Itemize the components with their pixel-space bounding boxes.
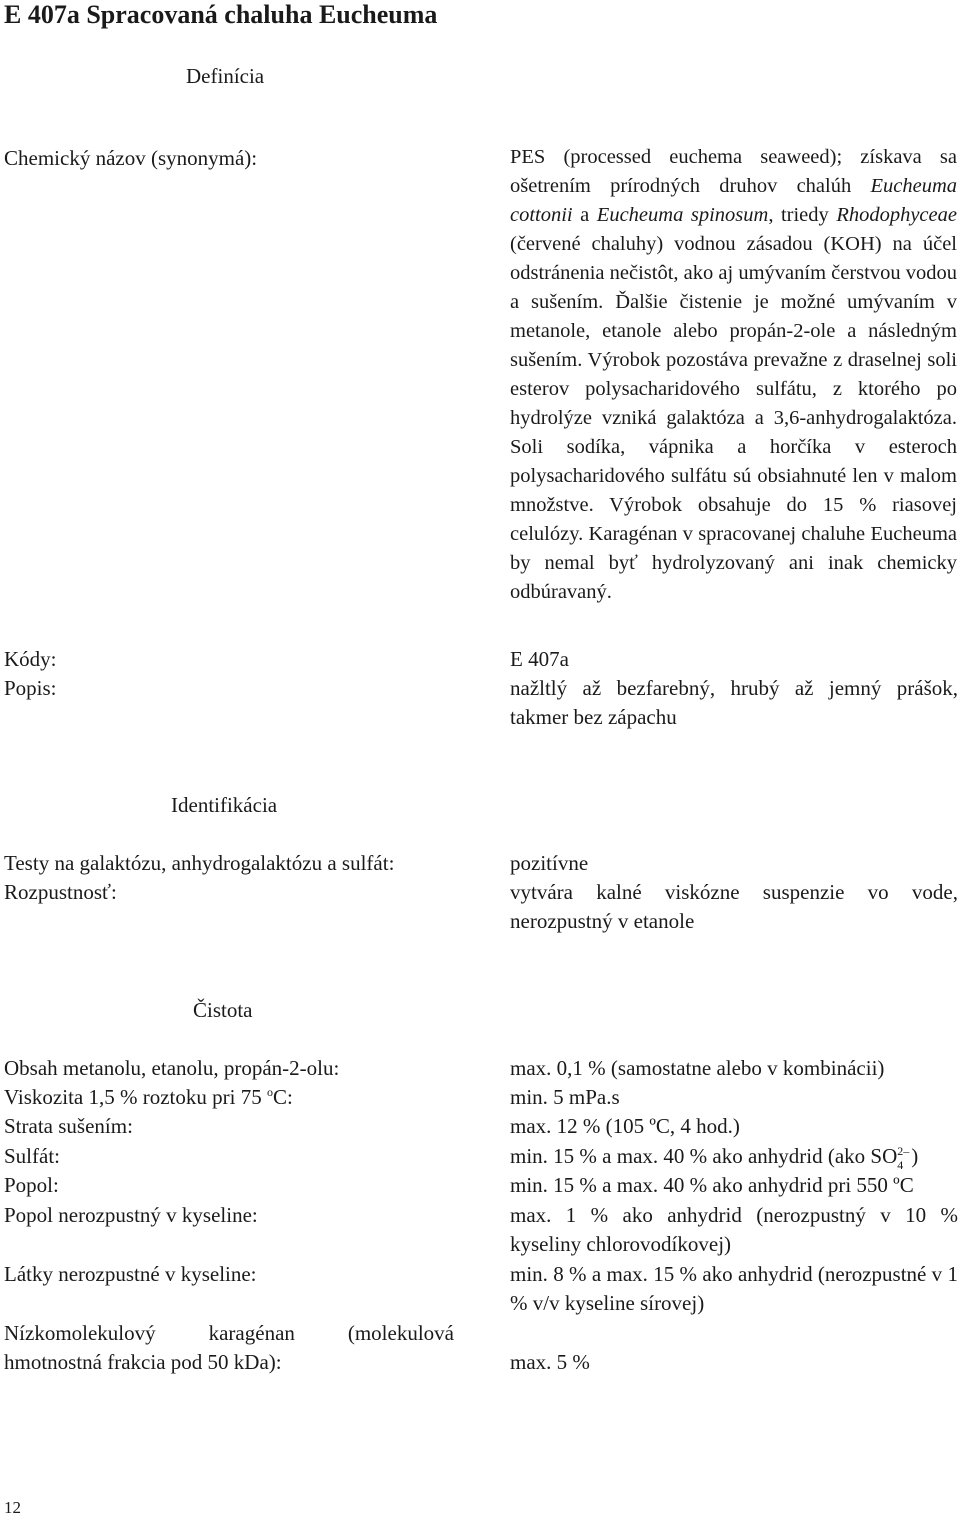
tests-value: pozitívne [510,851,589,875]
class-name: Rhodophyceae [836,204,957,226]
section-heading-purity: Čistota [193,998,253,1022]
purity-value: max. 12 % (105 ºC, 4 hod.) [510,1114,740,1138]
description-label: Popis: [4,676,57,700]
purity-value: min. 15 % a max. 40 % ako anhydrid (ako SO 2– 4 ) [510,1144,919,1172]
purity-label: Popol nerozpustný v kyseline: [4,1203,258,1227]
chemical-name-label: Chemický názov (synonymá): [4,146,258,170]
solubility-label: Rozpustnosť: [4,880,117,904]
purity-value: max. 5 % [510,1350,590,1374]
purity-label: Sulfát: [4,1144,60,1168]
solubility-value: vytvára kalné viskózne suspenzie vo vode, nerozpustný v etanole [510,880,958,933]
page-number: 12 [4,1498,21,1517]
purity-value: min. 8 % a max. 15 % ako anhydrid (nerozpustné v 1 % v/v kyseline sírovej) [510,1262,958,1315]
purity-value: min. 15 % a max. 40 % ako anhydrid pri 550 ºC [510,1173,914,1197]
species-name: Eucheuma spinosum [596,204,769,226]
codes-value: E 407a [510,647,569,671]
chemical-name-description: PES (processed euchema seaweed); získava sa ošetrením prírodných druhov chalúh Eucheuma cottonii a Eucheuma spinosum, triedy Rhodophyceae (červené chaluhy) vodnou zásadou (KOH) na účel odstránenia nečistôt, ako aj umývaním čerstvou vodou a sušením. Ďalšie čistenie je možné umývaním v metanole, etanole alebo propán-2-ole a následným sušením. Výrobok pozostáva prevažne z draselnej soli esterov polysacharidového sulfátu, z ktorého po hydrolýze vzniká galaktóza a 3,6-anhydrogalaktóza. Soli sodíka, vápnika a horčíka v esteroch polysacharidového sulfátu sú obsiahnuté len v malom množstve. Výrobok obsahuje do 15 % riasovej celulózy. Karagénan v spracovanej chaluhe Eucheuma by nemal byť hydrolyzovaný ani inak chemicky odbúravaný. [510,146,957,603]
description-value: nažltlý až bezfarebný, hrubý až jemný prášok, takmer bez zápachu [510,676,958,729]
purity-label: Strata sušením: [4,1114,133,1138]
tests-label: Testy na galaktózu, anhydrogalaktózu a sulfát: [4,851,395,875]
purity-label: Látky nerozpustné v kyseline: [4,1262,257,1286]
purity-label: Obsah metanolu, etanolu, propán-2-olu: [4,1056,340,1080]
purity-label: Popol: [4,1173,59,1197]
purity-value: max. 0,1 % (samostatne alebo v kombinácii) [510,1056,885,1080]
section-heading-identification: Identifikácia [171,793,278,817]
section-heading-definition: Definícia [186,64,265,88]
species-name: Eucheuma cottonii [510,175,957,226]
purity-value: min. 5 mPa.s [510,1085,620,1109]
document-title: E 407a Spracovaná chaluha Eucheuma [4,0,438,29]
purity-value: max. 1 % ako anhydrid (nerozpustný v 10 % kyseliny chlorovodíkovej) [510,1203,958,1256]
purity-label: Nízkomolekulový karagénan (molekulová hmotnostná frakcia pod 50 kDa): [4,1321,454,1374]
codes-label: Kódy: [4,647,57,671]
purity-label: Viskozita 1,5 % roztoku pri 75 $^o$C: [4,1085,293,1109]
